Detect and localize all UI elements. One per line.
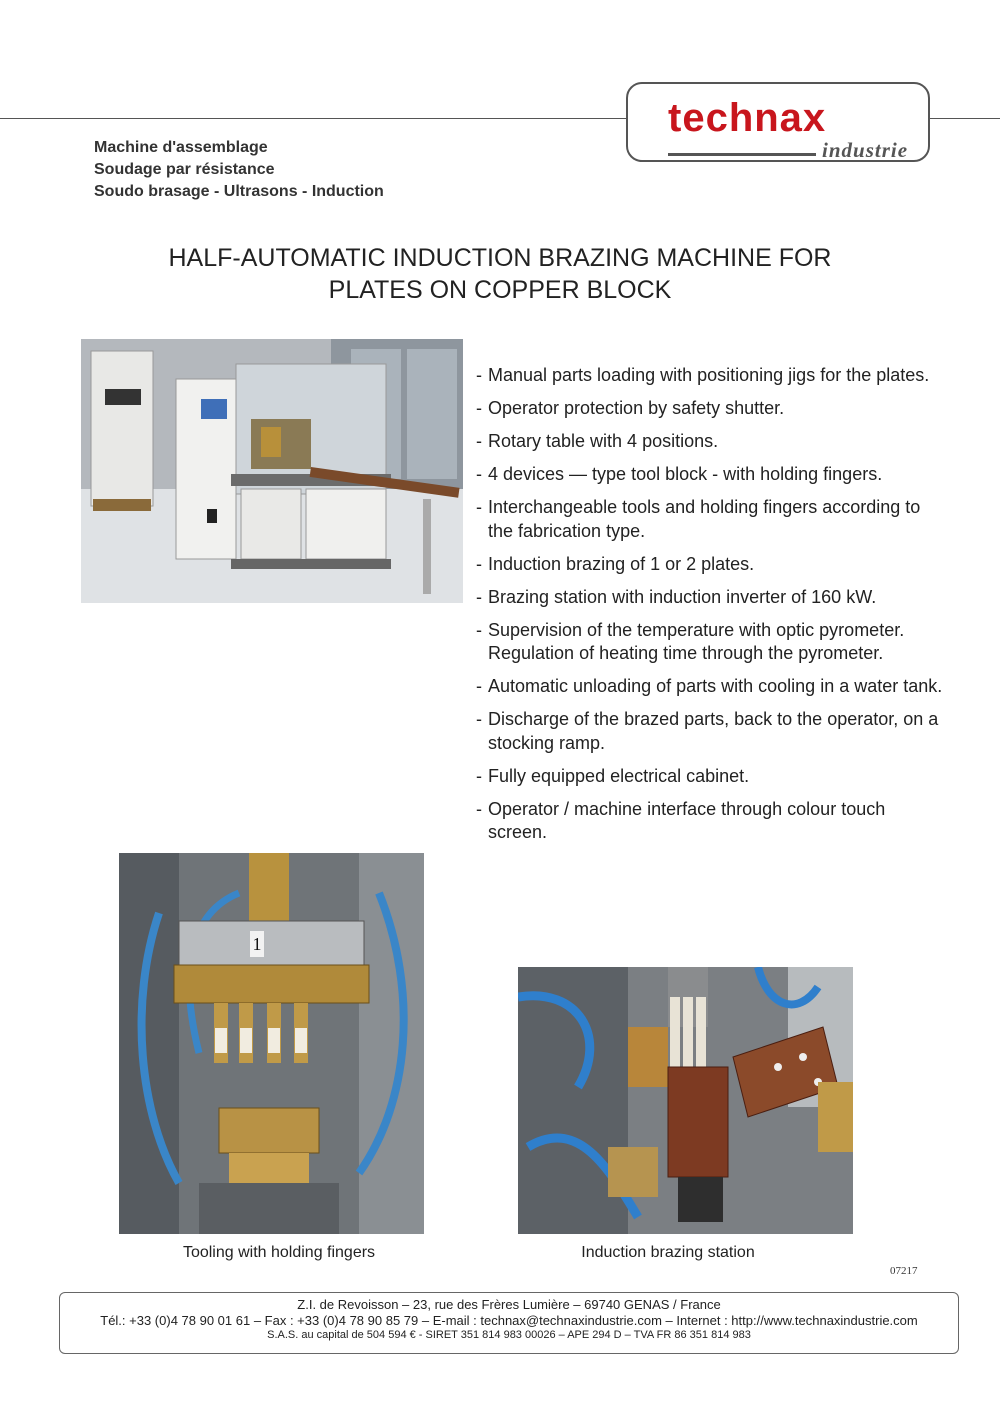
bullet-dash: -	[476, 365, 482, 385]
feature-text: Operator protection by safety shutter.	[488, 398, 785, 418]
document-number: 07217	[890, 1265, 918, 1277]
logo-subtitle: industrie	[822, 138, 909, 162]
logo-wordmark: technax	[668, 96, 827, 140]
feature-item	[476, 430, 946, 454]
feature-item	[476, 496, 946, 543]
bullet-dash: -	[476, 431, 482, 451]
feature-list	[476, 364, 946, 854]
bullet-dash: -	[476, 765, 482, 786]
title-line-1: HALF-AUTOMATIC INDUCTION BRAZING MACHINE FOR	[168, 244, 832, 272]
feature-item	[476, 463, 946, 487]
machine-overview-illustration	[81, 339, 463, 603]
tagline-brazing: Soudo brasage - Ultrasons - Induction	[94, 183, 384, 200]
feature-text: 4 devices — type tool block - with holding fingers.	[488, 464, 883, 484]
feature-item	[476, 553, 946, 577]
feature-text: Manual parts loading with positioning jigs for the plates.	[488, 365, 930, 385]
page-title	[0, 242, 1000, 306]
bullet-dash: -	[476, 676, 482, 696]
tooling-illustration	[119, 853, 424, 1234]
footer-contact: Tél.: +33 (0)4 78 90 01 61 – Fax : +33 (0)4 78 90 85 79 – E-mail : technax@technaxindustrie.com – Internet : http://www.technaxindustrie.com	[100, 1313, 918, 1328]
bullet-dash: -	[476, 798, 482, 819]
machine-overview-photo	[81, 339, 463, 603]
feature-item	[476, 397, 946, 421]
feature-item	[476, 586, 946, 610]
brazing-station-photo	[518, 967, 853, 1234]
feature-text: Supervision of the temperature with optic pyrometer. Regulation of heating time through the pyrometer.	[488, 619, 905, 663]
bullet-dash: -	[476, 709, 482, 729]
feature-item	[476, 675, 946, 699]
feature-item	[476, 619, 946, 666]
bullet-dash: -	[476, 586, 482, 607]
bullet-dash: -	[476, 497, 482, 517]
bullet-dash: -	[476, 398, 482, 418]
feature-text: Rotary table with 4 positions.	[488, 431, 719, 451]
caption-brazing-station: Induction brazing station	[581, 1244, 755, 1261]
feature-text: Discharge of the brazed parts, back to the operator, on a stocking ramp.	[488, 709, 939, 753]
feature-text: Induction brazing of 1 or 2 plates.	[488, 553, 755, 574]
bullet-dash: -	[476, 464, 482, 484]
feature-text: Brazing station with induction inverter of 160 kW.	[488, 586, 877, 607]
tool-number-label: 1	[252, 934, 262, 954]
feature-text: Interchangeable tools and holding fingers according to the fabrication type.	[488, 497, 921, 541]
bullet-dash: -	[476, 553, 482, 574]
feature-text: Automatic unloading of parts with cooling in a water tank.	[488, 676, 943, 696]
feature-text: Operator / machine interface through colour touch screen.	[488, 798, 886, 842]
footer-legal: S.A.S. au capital de 504 594 € - SIRET 351 814 983 00026 – APE 294 D – TVA FR 86 351 814 983	[267, 1329, 751, 1341]
bullet-dash: -	[476, 619, 482, 640]
feature-item	[476, 364, 946, 388]
tooling-photo	[119, 853, 424, 1234]
tagline-assembly: Machine d'assemblage	[94, 139, 268, 156]
feature-item	[476, 708, 946, 755]
caption-tooling: Tooling with holding fingers	[182, 1244, 376, 1261]
brazing-station-illustration	[518, 967, 853, 1234]
footer-address: Z.I. de Revoisson – 23, rue des Frères Lumière – 69740 GENAS / France	[297, 1297, 721, 1312]
feature-text: Fully equipped electrical cabinet.	[488, 765, 750, 786]
title-line-2: PLATES ON COPPER BLOCK	[328, 276, 672, 304]
tagline-resistance-welding: Soudage par résistance	[94, 161, 275, 178]
logo-underline	[668, 153, 816, 156]
feature-item	[476, 765, 946, 789]
feature-item	[476, 798, 946, 845]
